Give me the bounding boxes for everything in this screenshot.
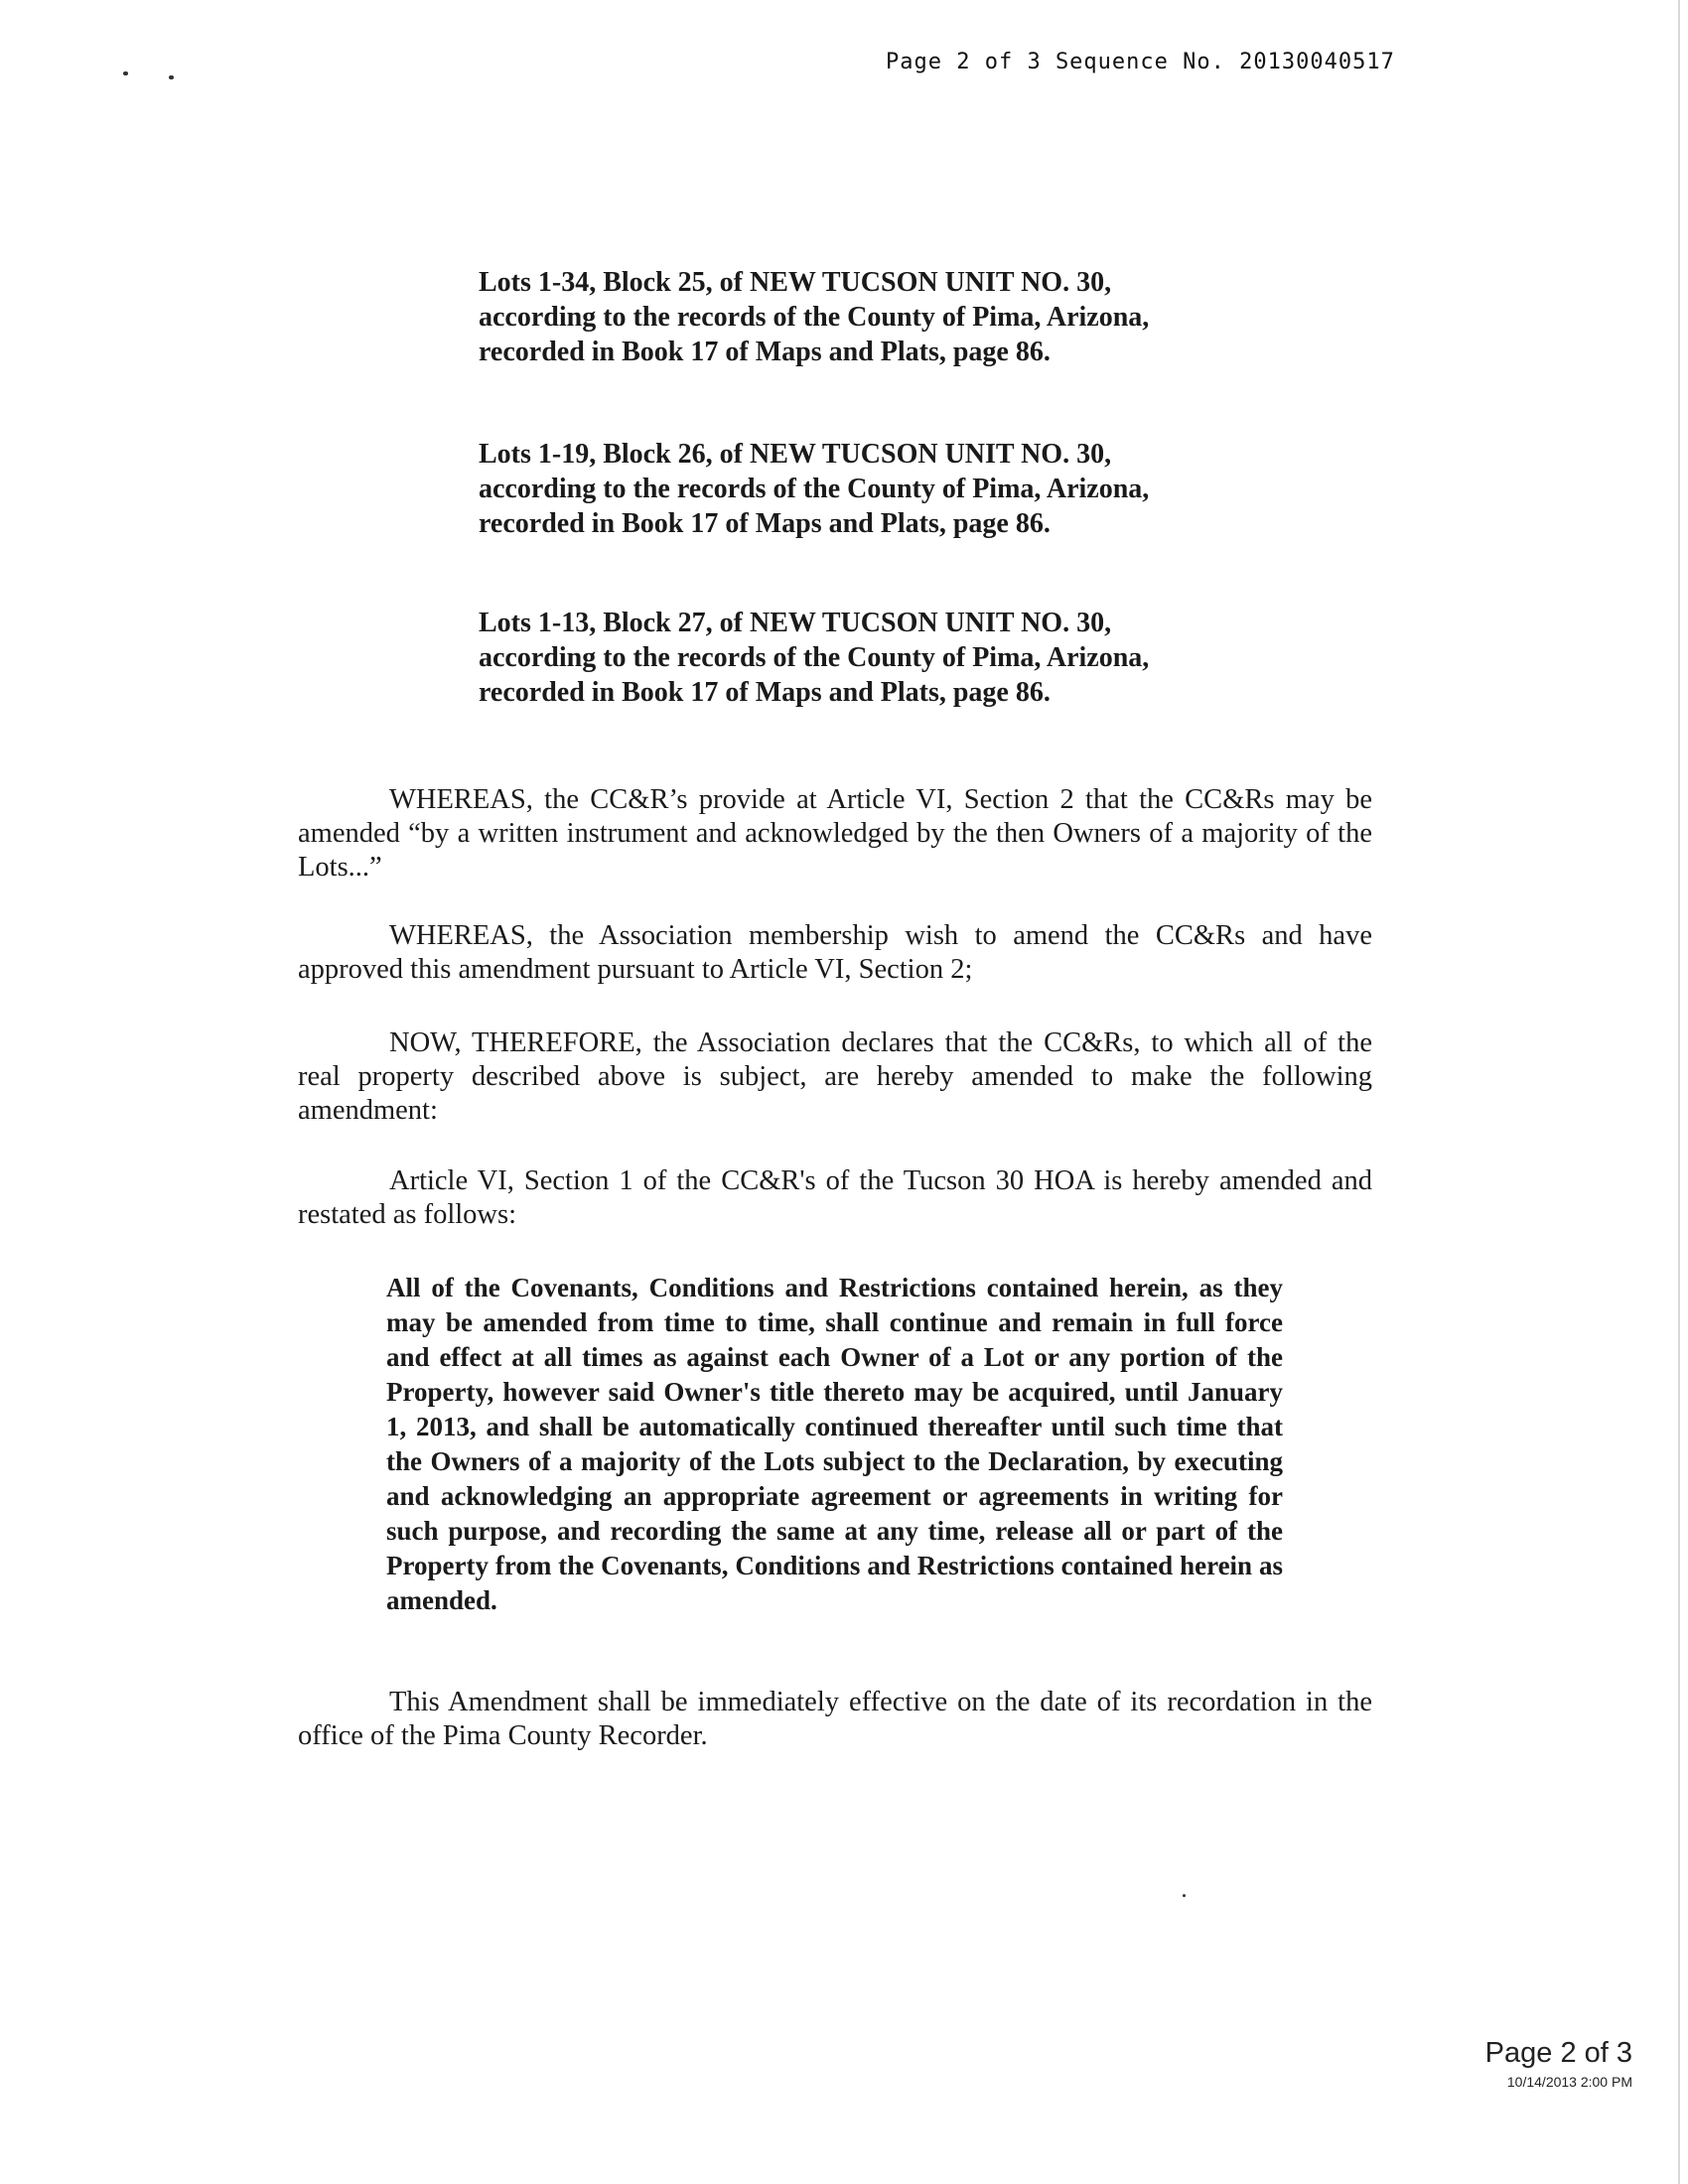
whereas-paragraph-2: WHEREAS, the Association membership wish to amend the CC&Rs and have approved this amendment pursuant to Article VI, Section 2;	[298, 920, 1372, 985]
effective-date-paragraph: This Amendment shall be immediately effective on the date of its recordation in the office of the Pima County Recorder.	[298, 1687, 1372, 1751]
footer-page-label: Page 2 of 3	[1484, 2037, 1632, 2069]
amended-covenant-text: All of the Covenants, Conditions and Restrictions contained herein, as they may be amended from time to time, shall continue and remain in full force and effect at all times as against each Owner of a Lot or any portion of the Property, however said Owner's title thereto may be acquired, until January 1, 2013, and shall be automatically continued thereafter until such time that the Owners of a majority of the Lots subject to the Declaration, by executing and acknowledging an appropriate agreement or agreements in writing for such purpose, and recording the same at any time, release all or part of the Property from the Covenants, Conditions and Restrictions contained herein as amended.	[386, 1273, 1283, 1615]
scan-speck	[123, 71, 128, 75]
whereas-paragraph-1: WHEREAS, the CC&R’s provide at Article VI, Section 2 that the CC&Rs may be amended “by a written instrument and acknowledged by the then Owners of a majority of the Lots...”	[298, 784, 1372, 883]
scan-speck	[1183, 1894, 1186, 1897]
now-therefore-paragraph: NOW, THEREFORE, the Association declares that the CC&Rs, to which all of the real property described above is subject, are hereby amended to make the following amendment:	[298, 1027, 1372, 1126]
legal-description-block-27: Lots 1-13, Block 27, of NEW TUCSON UNIT NO. 30, according to the records of the County of Pima, Arizona, recorded in Book 17 of Maps and Plats, page 86.	[479, 608, 1150, 708]
legal-description-block-26: Lots 1-19, Block 26, of NEW TUCSON UNIT NO. 30, according to the records of the County of Pima, Arizona, recorded in Book 17 of Maps and Plats, page 86.	[479, 439, 1150, 539]
scan-edge	[1678, 0, 1680, 2184]
recording-sequence-header: Page 2 of 3 Sequence No. 20130040517	[886, 50, 1395, 74]
footer-timestamp: 10/14/2013 2:00 PM	[1506, 2074, 1632, 2090]
scan-speck	[169, 75, 174, 79]
legal-description-block-25: Lots 1-34, Block 25, of NEW TUCSON UNIT NO. 30, according to the records of the County of Pima, Arizona, recorded in Book 17 of Maps and Plats, page 86.	[479, 267, 1150, 367]
recorder-page-stamp	[1485, 2037, 1632, 2091]
article-intro-paragraph: Article VI, Section 1 of the CC&R's of the Tucson 30 HOA is hereby amended and restated as follows:	[298, 1165, 1372, 1230]
